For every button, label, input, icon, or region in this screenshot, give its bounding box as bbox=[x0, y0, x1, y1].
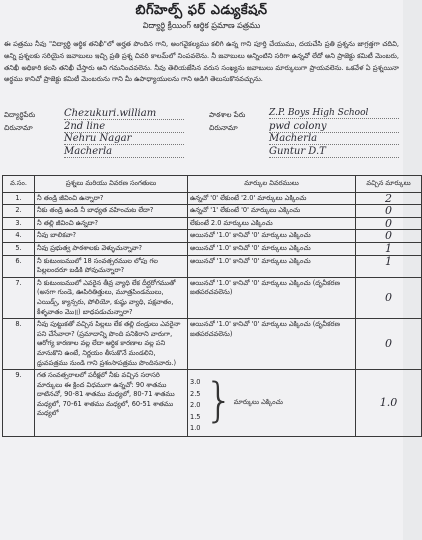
row-question: నీవు పుట్టుకతో వచ్చిన పిల్లలు లేక తల్లి దండ్రులు ఎవరైనా పని చేసేవారా? (ప్రమాదాన్ని పొంది పనికిరాని వారుగా, ఆరోగ్య కారణాల వల్ల లేదా ఆర్థిక కారణాల వల్ల పని మానుకొని ఉంటే, నిర్ణయం తీసుకొనే మండలిని, ధ్రువపత్రము నుండి గాని ప్రశంసాపత్రము పొందినవారు.) bbox=[35, 319, 188, 370]
questions-table bbox=[2, 175, 422, 437]
row-question: నీవు బాలికవా? bbox=[35, 230, 188, 243]
brace-icon: } bbox=[204, 373, 234, 428]
header-serial: వ.సం. bbox=[3, 176, 35, 193]
table-header-row bbox=[3, 176, 422, 193]
row-number: 4. bbox=[3, 230, 35, 243]
row-marks-detail: మార్కులు ఎక్కించు bbox=[233, 398, 283, 407]
row-marks-detail-cell bbox=[188, 370, 356, 437]
row-number: 6. bbox=[3, 255, 35, 277]
student-name-value: Chezukuri.william bbox=[64, 108, 184, 120]
scale-value: 2.5 bbox=[190, 389, 201, 398]
row-number: 9. bbox=[3, 370, 35, 437]
row-marks-detail: అయినచో '1.0' కానిచో '0' మార్కులు ఎక్కించు bbox=[188, 230, 356, 243]
address-label: చిరునామా bbox=[4, 123, 33, 132]
school-address-line-2: Macherla bbox=[269, 133, 399, 145]
row-question: నీకు తండ్రి ఉండి నీ బాధ్యత వహించుట లేదా? bbox=[35, 205, 188, 218]
scale-value: 1.0 bbox=[190, 424, 201, 433]
header-awarded: వచ్చిన మార్కులు bbox=[356, 176, 422, 193]
school-address-line-1: pwd colony bbox=[269, 121, 399, 133]
marks-scale bbox=[190, 371, 353, 435]
table-row bbox=[3, 319, 422, 370]
scale-value: 2.0 bbox=[190, 401, 201, 410]
row-marks-detail: లేకుంటే 2.0 మార్కులు ఎక్కించు bbox=[188, 217, 356, 230]
row-awarded-mark[interactable]: 0 bbox=[356, 319, 422, 370]
row-number: 1. bbox=[3, 192, 35, 205]
school-name-label: పాఠశాల పేరు bbox=[209, 111, 246, 119]
row-marks-detail: అయినచో '1.0' కానిచో '0' మార్కులు ఎక్కించు bbox=[188, 242, 356, 255]
row-question: నీ తండ్రి జీవించి ఉన్నారా? bbox=[35, 192, 188, 205]
row-awarded-mark[interactable]: 1 bbox=[356, 242, 422, 255]
document-title: బిగ్‌హెల్ప్ ఫర్ ఎడ్యుకేషన్ bbox=[135, 3, 268, 18]
row-awarded-mark[interactable]: 0 bbox=[356, 230, 422, 243]
instructions-paragraph: ఈ పత్రము నీవు "విద్యార్థి ఆర్థిక తనిఖీ"లో అర్హత పొందిన గాని, అంగవైకల్యము కలిగి ఉన్న గాని పూర్తి చేయుము, దయచేసి ప్రతి ప్రశ్నను జాగ్రత్తగా చదివి, అన్ని ప్రశ్నలకు సరియైన జవాబులు ఇచ్చి ప్రతి ప్రశ్న చివరి కాలమ్‌లో నింపవలెను. నీ జవాబులు అన్నింటిని సరిగా ఉన్నవో లేదో అని ప్రాజెక్టు కమిటీ మెంబరు, తనిఖీ అధికారి కలసి తనిఖీ చేస్తారు అని గమనించవలెను. నీవు తెలియజేసిన వరుస సంఖ్యను జవాబులు మార్కులుగా ప్రాయవలెను. ఒకవేళ ఏ ప్రశ్నయినా అర్థము కానిచో ప్రాజెక్టు కమిటీ మెంబరును గాని మీ ఉపాధ్యాయులను గాని అడిగి తెలుసుకొనవచ్చును. bbox=[4, 40, 399, 84]
row-number: 5. bbox=[3, 242, 35, 255]
table-row bbox=[3, 230, 422, 243]
row-number: 2. bbox=[3, 205, 35, 218]
row-awarded-mark[interactable]: 1.0 bbox=[356, 370, 422, 437]
row-marks-detail: అయినచో '1.0' కానిచో '0' మార్కులు ఎక్కించు (దృవీకరణ జతపరచవలెను) bbox=[188, 277, 356, 318]
school-address-line-3: Guntur D.T bbox=[269, 146, 399, 158]
student-name-label: విద్యార్థిపేరు bbox=[4, 111, 36, 119]
table-row bbox=[3, 192, 422, 205]
row-number: 3. bbox=[3, 217, 35, 230]
table-row bbox=[3, 217, 422, 230]
document-subtitle: విద్యార్థి క్రీయింగ్ ఆర్థిక ప్రమాణ పత్రము bbox=[142, 21, 261, 30]
header-questions: ప్రశ్నలు మరియు వివరణ సంగతులు bbox=[35, 176, 188, 193]
address-line-2: Nehru Nagar bbox=[64, 133, 184, 145]
address-line-1: 2nd line bbox=[64, 121, 184, 133]
row-number: 8. bbox=[3, 319, 35, 370]
row-question: నీ తల్లి జీవించి ఉన్నదా? bbox=[35, 217, 188, 230]
row-question: నీ కుటుంబములో ఎవరైన తీవ్ర వ్యాధి లేక దీర్ఘరోగముతో (అనగా గుండె, ఊపిరితిత్తులు, మూత్రపిండములు, ఎయిడ్స్, క్యాన్సరు, పోలియో, కుష్ఠు వ్యాధి, పక్షవాతం, కీళ్ళవాతం మొ॥) బాధపడుచున్నారా? bbox=[35, 277, 188, 318]
row-marks-detail: ఉన్నచో '0' లేకుంటే '2.0' మార్కులు ఎక్కించు bbox=[188, 192, 356, 205]
school-address-label: చిరునామా bbox=[209, 123, 238, 132]
row-question: గత సంవత్సరాలలో పరీక్షలో నీకు వచ్చిన సరాసరి మార్కులు ఈ క్రింద విధముగా ఉన్నచో: 90 శాతము దాటినచో, 90-81 శాతము మధ్యలో, 80-71 శాతము మధ్యలో, 70-61 శాతము మధ్యలో, 60-51 శాతము మధ్యలో bbox=[35, 370, 188, 437]
row-marks-detail: అయినచో '1.0' కానిచో '0' మార్కులు ఎక్కించు bbox=[188, 255, 356, 277]
table-row bbox=[3, 255, 422, 277]
table-row bbox=[3, 205, 422, 218]
row-awarded-mark[interactable]: 0 bbox=[356, 205, 422, 218]
header-marks-detail: మార్కుల వివరములు bbox=[188, 176, 356, 193]
row-question: నీ కుటుంబములో 18 సంవత్సరముల లోపు గల పిల్లలందరూ బడికి పోవుచున్నారా? bbox=[35, 255, 188, 277]
school-name-value: Z.P. Boys High School bbox=[269, 108, 399, 119]
table-row bbox=[3, 277, 422, 318]
scale-values bbox=[190, 377, 201, 435]
row-marks-detail: అయినచో '1.0' కానిచో '0' మార్కులు ఎక్కించు (దృవీకరణ జతపరచవలెను) bbox=[188, 319, 356, 370]
row-question: నీవు ప్రభుత్వ పాఠశాలకు వెళ్ళుచున్నావా? bbox=[35, 242, 188, 255]
row-awarded-mark[interactable]: 0 bbox=[356, 217, 422, 230]
scale-value: 3.0 bbox=[190, 378, 201, 387]
row-number: 7. bbox=[3, 277, 35, 318]
table-row bbox=[3, 370, 422, 437]
row-awarded-mark[interactable]: 2 bbox=[356, 192, 422, 205]
row-marks-detail: ఉన్నచో '1' లేకుంటే '0' మార్కులు ఎక్కించు bbox=[188, 205, 356, 218]
row-awarded-mark[interactable]: 1 bbox=[356, 255, 422, 277]
address-line-3: Macherla bbox=[64, 146, 184, 158]
scale-value: 1.5 bbox=[190, 412, 201, 421]
student-details bbox=[4, 110, 399, 160]
row-awarded-mark[interactable]: 0 bbox=[356, 277, 422, 318]
table-row bbox=[3, 242, 422, 255]
